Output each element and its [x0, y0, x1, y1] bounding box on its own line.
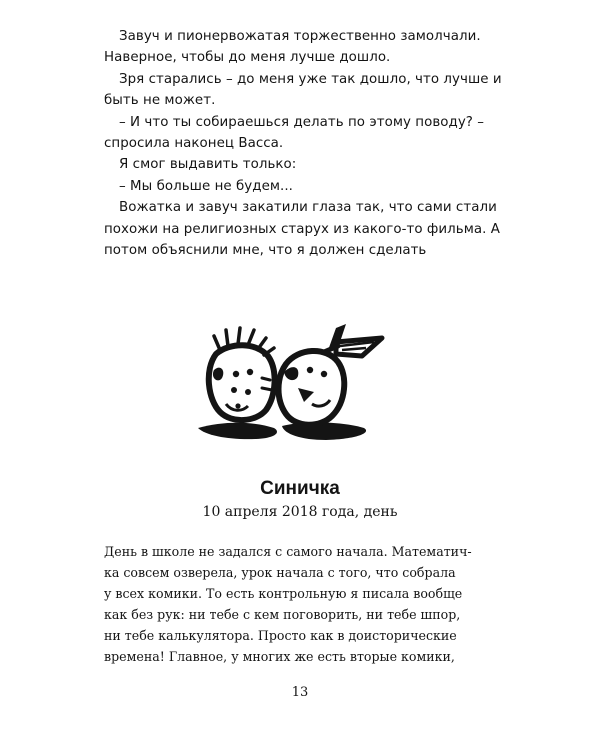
chapter-illustration	[186, 308, 398, 450]
dialogue-passage	[104, 26, 504, 261]
text-line: как без рук: ни тебе с кем поговорить, ни тебе шпор,	[104, 607, 461, 623]
page-number: 13	[291, 685, 309, 700]
text-line: ка совсем озверела, урок начала с того, что собрала	[104, 565, 456, 581]
text-line: День в школе не задался с самого начала. Математич-	[104, 544, 472, 559]
paragraph: Я смог выдавить только:	[119, 157, 297, 173]
text-line: времена! Главное, у многих же есть вторые комики,	[104, 649, 455, 665]
paragraph: Вожатка и завуч закатили глаза так, что сами стали похожи на религиозных старух из какого-то фильма. А потом объяснили мне, что я должен сделать	[104, 200, 500, 259]
paragraph: Зря старались – до меня уже так дошло, что лучше и быть не может.	[104, 71, 502, 109]
chapter-title: Синичка	[260, 478, 340, 499]
two-faces-drawing	[186, 308, 398, 450]
text-line: ни тебе калькулятора. Просто как в доисторические	[104, 628, 457, 644]
text-line: у всех комики. То есть контрольную я писала вообще	[104, 586, 463, 602]
chapter-body	[104, 541, 504, 668]
chapter-date: 10 апреля 2018 года, день	[202, 504, 398, 520]
paragraph: Завуч и пионервожатая торжественно замолчали. Наверное, чтобы до меня лучше дошло.	[104, 29, 481, 66]
girl-face-with-bow-icon	[279, 324, 383, 425]
boy-face-icon	[209, 328, 275, 420]
paragraph: – И что ты собираешься делать по этому поводу? – спросила наконец Васса.	[104, 114, 485, 152]
paragraph: – Мы больше не будем...	[119, 178, 293, 194]
